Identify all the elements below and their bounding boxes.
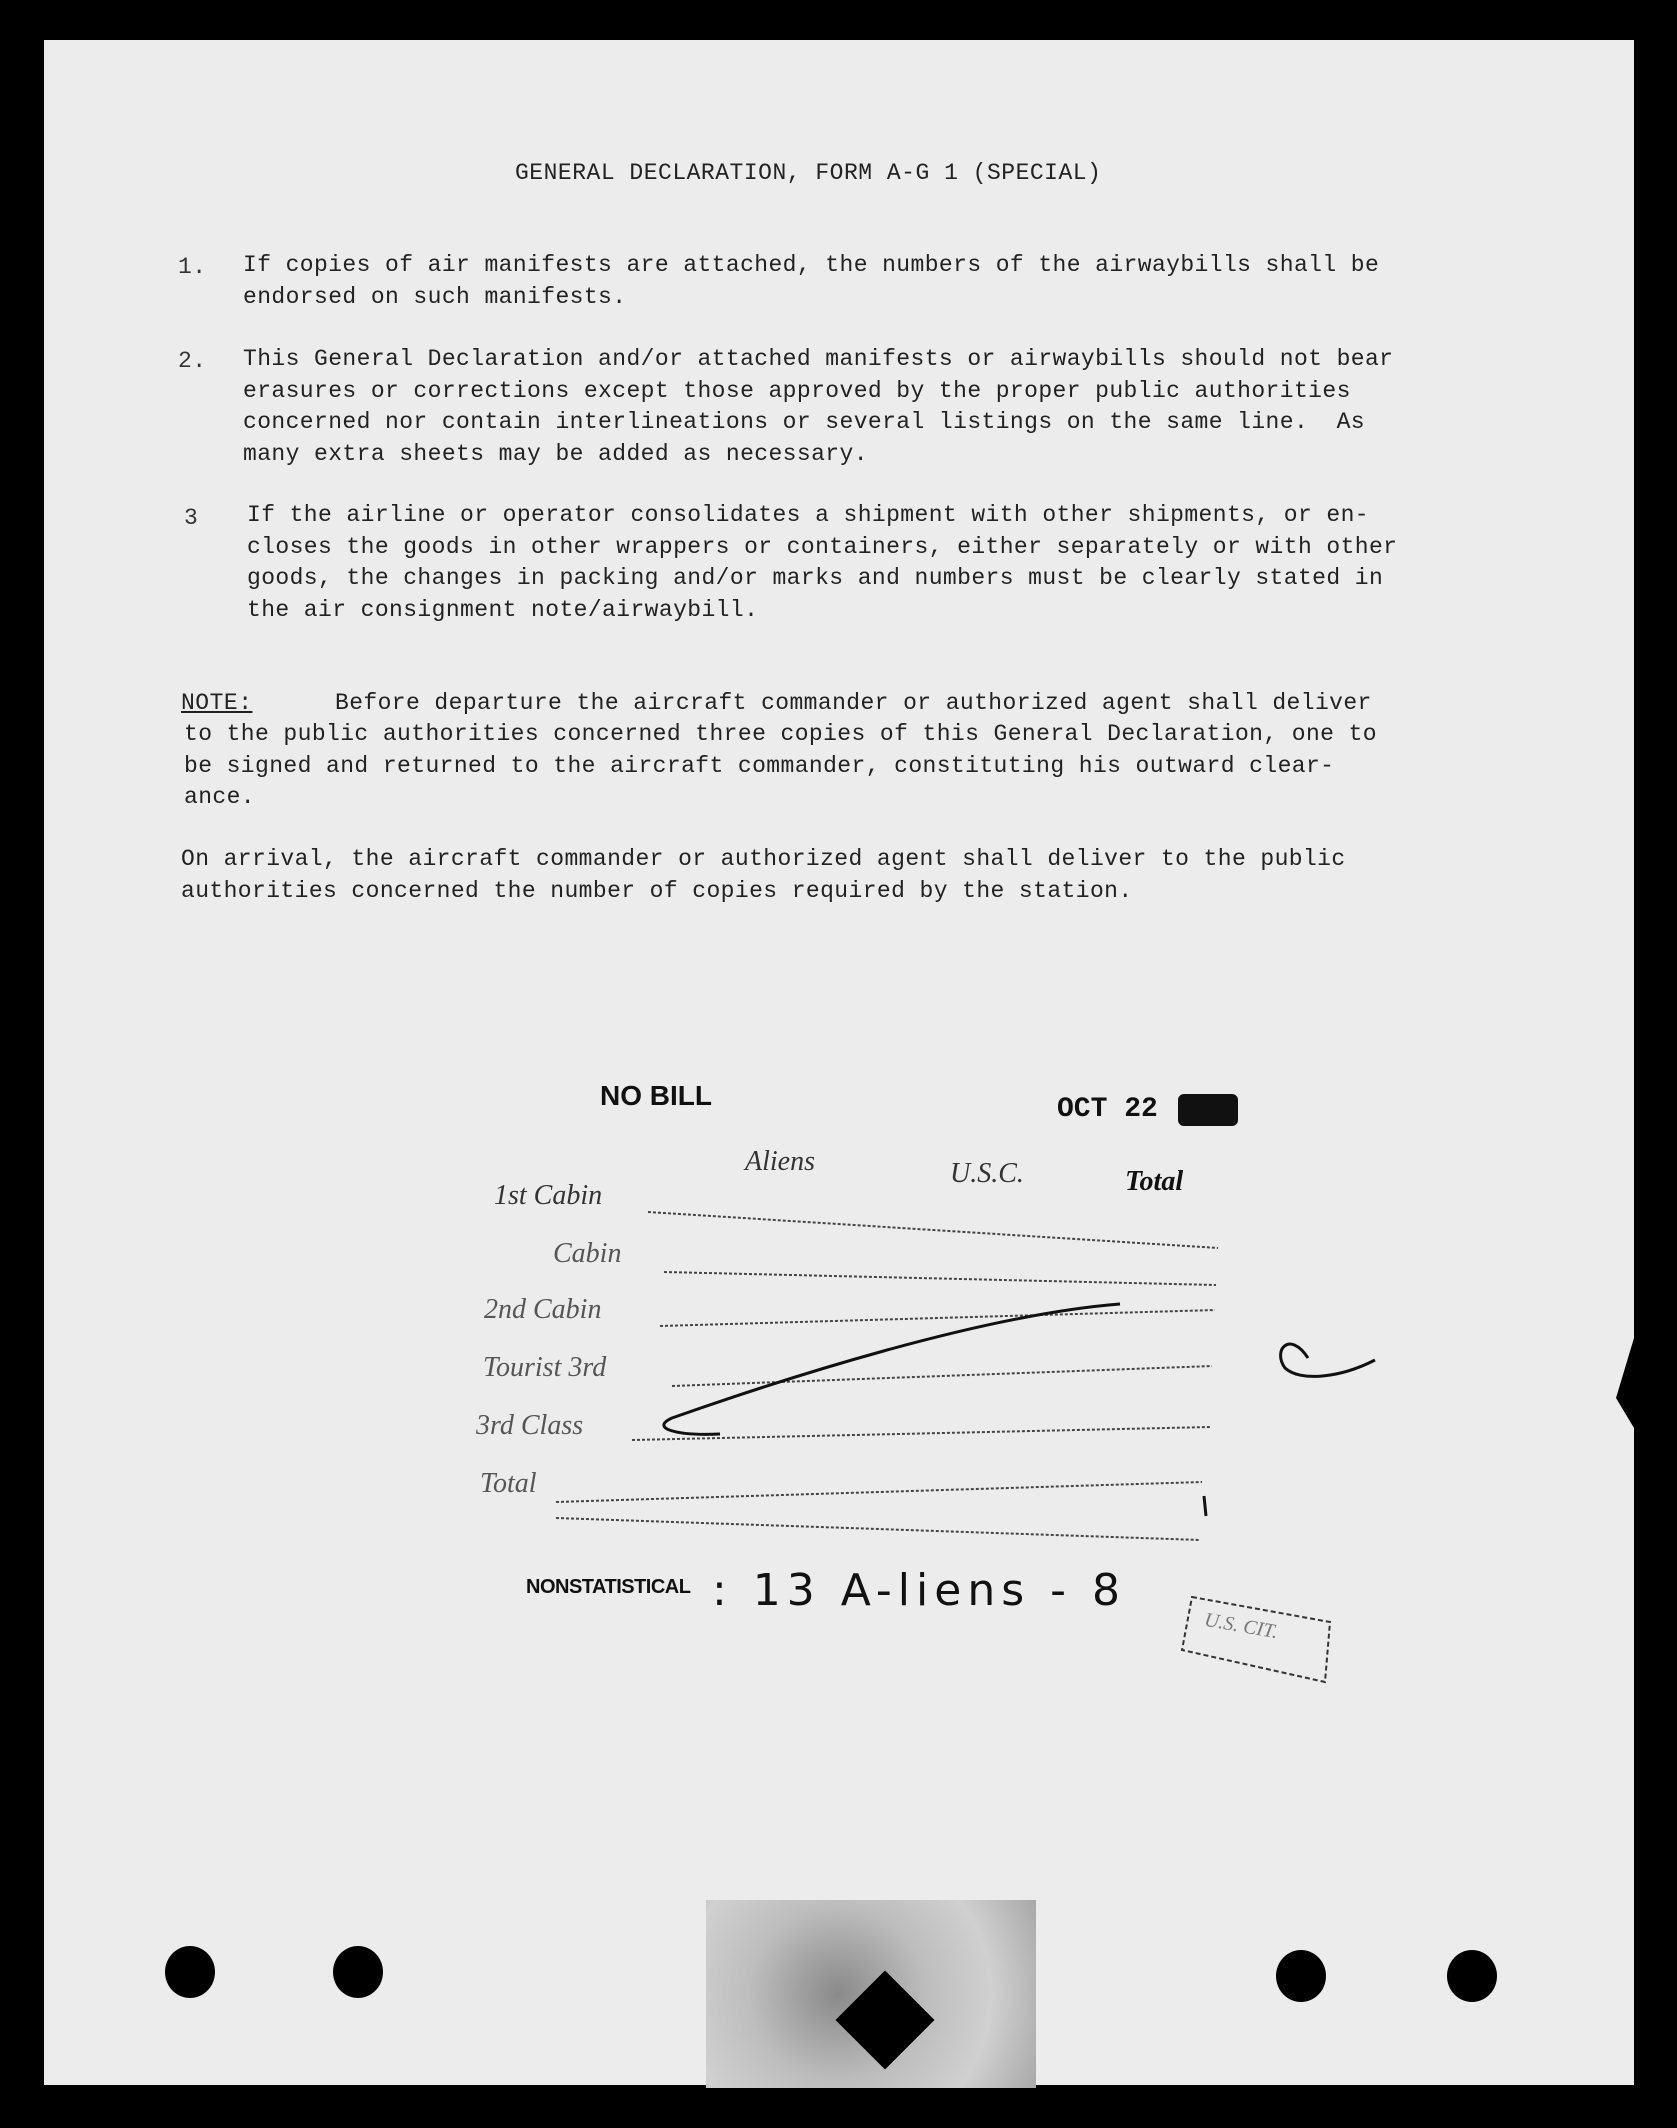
text-line: If copies of air manifests are attached, the numbers of the airwaybills shall be xyxy=(243,252,1380,278)
punch-hole xyxy=(1447,1950,1497,2002)
row-3rd-class: 3rd Class xyxy=(476,1410,584,1441)
row-2nd-cabin: 2nd Cabin xyxy=(484,1294,602,1325)
item-2-number: 2. xyxy=(178,348,207,374)
text-line: On arrival, the aircraft commander or authorized agent shall deliver to the public xyxy=(181,846,1346,872)
row-tourist-3rd: Tourist 3rd xyxy=(483,1352,607,1383)
usc-box-stamp: U.S. CIT. xyxy=(1202,1608,1280,1644)
text-line: the air consignment note/airwaybill. xyxy=(247,596,759,623)
column-usc: U.S.C. xyxy=(950,1158,1024,1189)
text-line: to the public authorities concerned three copies of this General Declaration, one to xyxy=(184,721,1377,747)
text-line: erasures or corrections except those approved by the proper public authorities xyxy=(243,377,1351,404)
item-1-number: 1. xyxy=(178,254,207,280)
text-line: endorsed on such manifests. xyxy=(243,283,627,310)
form-title: GENERAL DECLARATION, FORM A-G 1 (SPECIAL) xyxy=(515,160,1102,186)
date-stamp: OCT 22 xyxy=(1057,1094,1158,1125)
column-total: Total xyxy=(1125,1166,1184,1197)
text-line: be signed and returned to the aircraft commander, constituting his outward clear- xyxy=(184,752,1335,779)
text-line: This General Declaration and/or attached manifests or airwaybills should not bear xyxy=(243,346,1394,372)
punch-hole xyxy=(1276,1950,1326,2002)
note-line-1: Before departure the aircraft commander or authorized agent shall deliver xyxy=(335,690,1372,716)
text-line: authorities concerned the number of copies required by the station. xyxy=(181,877,1133,904)
note-label: NOTE: xyxy=(181,690,253,716)
text-line: many extra sheets may be added as necessary. xyxy=(243,440,868,467)
nonstatistical-stamp: NONSTATISTICAL xyxy=(526,1576,691,1598)
text-line: ance. xyxy=(184,784,256,810)
handwritten-note: : 13 A-liens - 8 xyxy=(712,1565,1126,1616)
punch-hole xyxy=(165,1946,215,1998)
text-line: concerned nor contain interlineations or several listings on the same line. As xyxy=(243,409,1365,435)
item-3-number: 3 xyxy=(184,505,199,531)
text-line: goods, the changes in packing and/or marks and numbers must be clearly stated in xyxy=(247,565,1384,591)
punch-hole xyxy=(333,1946,383,1998)
text-line: If the airline or operator consolidates a shipment with other shipments, or en- xyxy=(247,502,1369,528)
row-1st-cabin: 1st Cabin xyxy=(494,1180,603,1211)
no-bill-stamp: NO BILL xyxy=(600,1080,712,1111)
row-total: Total xyxy=(480,1468,537,1499)
column-aliens: Aliens xyxy=(745,1146,815,1177)
text-line: closes the goods in other wrappers or containers, either separately or with other xyxy=(247,533,1398,560)
edge-tear xyxy=(1616,1338,1634,1428)
row-cabin: Cabin xyxy=(553,1238,622,1269)
